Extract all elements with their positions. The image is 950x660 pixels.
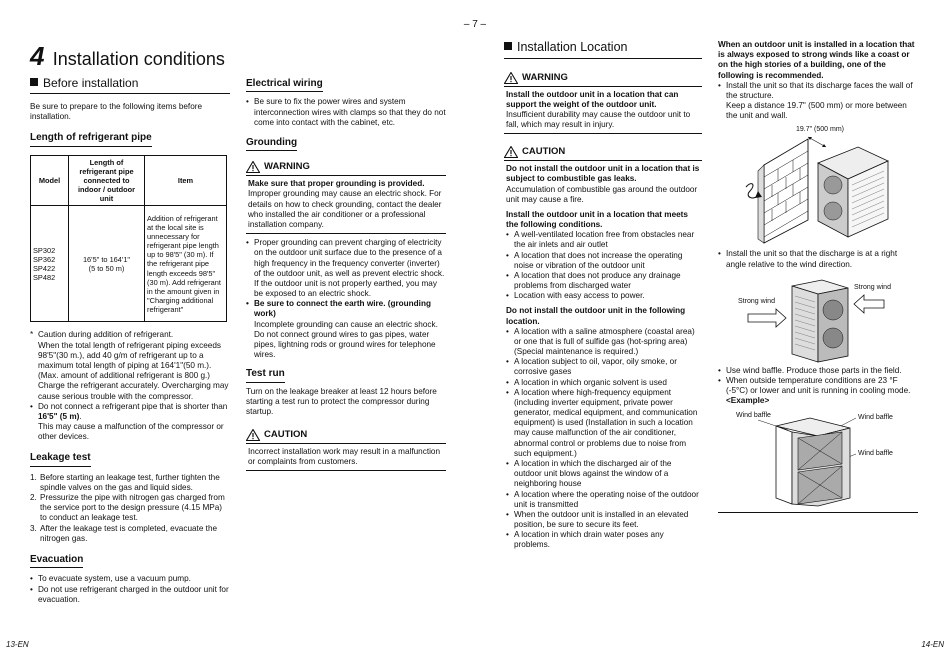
warning-bold-text: Make sure that proper grounding is provided. xyxy=(248,179,425,189)
list-item: • A location that does not produce any drainage problems from discharged water xyxy=(506,271,700,291)
footer-right: 14-EN xyxy=(921,640,944,649)
caution-header: CAUTION xyxy=(504,146,702,161)
list-item: • Proper grounding can prevent charging of electricity on the outdoor unit surface due to the presence of a high frequency in the frequency converter (inverter) of the outdoor unit, as well as prevent electric shock. If the outdoor unit is not properly earthed, you may be exposed to an electric shock. xyxy=(246,238,446,299)
caution-text: Incorrect installation work may result in a malfunction or complaints from customers. xyxy=(248,447,441,467)
strong-wind-label-left: Strong wind xyxy=(738,297,775,305)
list-item: • A location subject to oil, vapor, oily smoke, or corrosive gases xyxy=(506,357,700,377)
list-item: • A location in which organic solvent is used xyxy=(506,378,700,388)
before-installation-intro: Be sure to prepare to the following items before installation. xyxy=(30,101,203,122)
grounding-warning-box xyxy=(246,161,446,234)
caution-header: CAUTION xyxy=(246,429,446,444)
list-item: • Do not use refrigerant charged in the outdoor unit for evacuation. xyxy=(30,585,230,605)
list-item: • A location with a saline atmosphere (coastal area) or one that is full of sulfide gas (hot-spring area) (Special maintenance is required.) xyxy=(506,327,700,358)
list-item: 2. Pressurize the pipe with nitrogen gas charged from the service port to the design pressure (4.15 MPa) to conduct an leakage test. xyxy=(30,493,225,523)
location-warning-box xyxy=(504,72,702,135)
warning-text: Improper grounding may cause an electric shock. For details on how to check grounding, contact the dealer who installed the air conditioner or a professional installation company. xyxy=(248,189,442,229)
example-label: <Example> xyxy=(726,396,770,406)
caution-detail: When the total length of refrigerant piping exceeds 98'5"(30 m.), add 40 g/m of refrigerant up to a maximum total length of piping at 164'1"(50 m.). (Max. amount of additional refrigerant is 800 g.) Charge the refrigerant accurately. Overcharging may cause serious trouble with the compressor. xyxy=(38,340,229,401)
warning-triangle-icon xyxy=(246,161,260,173)
footer-left: 13-EN xyxy=(6,640,29,649)
list-item: • Use wind baffle. Produce those parts in the field. xyxy=(718,366,918,376)
length-heading: Length of refrigerant pipe xyxy=(30,132,152,146)
list-item: • Be sure to connect the earth wire. (grounding work) xyxy=(246,299,446,319)
meets-heading: Install the outdoor unit in a location that meets the following conditions. xyxy=(506,209,688,230)
distance-note: Keep a distance 19.7" (500 mm) or more between the unit and wall. xyxy=(726,101,907,121)
square-bullet-icon xyxy=(30,78,38,86)
right-angle-illustration xyxy=(718,274,918,364)
list-item: • A location in which the discharged air of the outdoor unit blows against the window of a neighboring house xyxy=(506,459,700,490)
test-run-heading: Test run xyxy=(246,368,285,382)
before-installation-heading: Before installation xyxy=(30,76,230,94)
list-item: 3. After the leakage test is completed, evacuate the nitrogen gas. xyxy=(30,523,218,543)
warning-text: Insufficient durability may cause the outdoor unit to fall, which may result in injury. xyxy=(506,109,691,130)
table-cell-models: SP302 SP362 SP422 SP482 xyxy=(31,206,69,322)
list-item: • A location where the operating noise of the outdoor unit is transmitted xyxy=(506,490,700,510)
caution-note: * Caution during addition of refrigerant. xyxy=(30,330,174,340)
list-item: • When outside temperature conditions are 23 °F (-5°C) or lower and unit is running in cooling mode. xyxy=(718,376,918,396)
table-cell-item: Addition of refrigerant at the local site is unnecessary for refrigerant pipe length up to 98'5" (30 m). If the refrigerant pipe length exceeds 98'5" (30 m). Add refrigerant in the amount given in "Charging additional refrigerant" xyxy=(145,206,227,322)
table-header: Model xyxy=(31,155,69,206)
caution-bold-text: Do not install the outdoor unit in a location that is subject to combustible gas leaks. xyxy=(506,164,700,184)
list-item: • To evacuate system, use a vacuum pump. xyxy=(30,574,230,584)
wall-discharge-figure xyxy=(718,125,918,245)
chapter-title: Installation conditions xyxy=(52,49,225,69)
evacuation-heading: Evacuation xyxy=(30,554,83,568)
warning-triangle-icon xyxy=(504,72,518,84)
table-cell-length: 16'5" to 164'1" (5 to 50 m) xyxy=(69,206,145,322)
list-item: • Install the unit so that its discharge faces the wall of the structure. xyxy=(718,81,918,101)
grounding-heading: Grounding xyxy=(246,137,297,151)
warning-triangle-icon xyxy=(504,146,518,158)
square-bullet-icon xyxy=(504,42,512,50)
location-caution-box xyxy=(504,146,702,553)
list-item: • A location in which drain water poses any problems. xyxy=(506,530,700,550)
wind-baffle-figure xyxy=(718,408,918,508)
leakage-test-heading: Leakage test xyxy=(30,452,91,466)
refrigerant-pipe-table xyxy=(30,155,227,323)
installation-location-heading: Installation Location xyxy=(504,40,702,59)
wall-discharge-illustration xyxy=(718,125,918,245)
warning-header: WARNING xyxy=(504,72,702,87)
electrical-wiring-heading: Electrical wiring xyxy=(246,78,323,92)
caution-text: Accumulation of combustible gas around the outdoor unit may cause a fire. xyxy=(506,184,698,204)
list-item: • A location where high-frequency equipment (including inverter equipment, private power generator, medical equipment, and communication equipment) is used (Installation in such a location may cause malfunction of the air conditioner, abnormal control or problems due to noise from such equipment.) xyxy=(506,388,700,459)
wind-baffle-label: Wind baffle xyxy=(858,414,893,422)
strong-wind-label-right: Strong wind xyxy=(854,283,891,291)
wind-baffle-label: Wind baffle xyxy=(858,450,893,458)
warning-header: WARNING xyxy=(246,161,446,176)
right-angle-figure xyxy=(718,274,918,364)
list-item: • A well-ventilated location free from obstacles near the air inlets and air outlet xyxy=(506,230,700,250)
strong-winds-heading: When an outdoor unit is installed in a location that is always exposed to strong winds like a coast or on the high stories of a building, one of the following is recommended. xyxy=(718,40,915,80)
wind-baffle-illustration xyxy=(718,408,918,508)
list-item: 1. Before starting an leakage test, further tighten the spindle valves on the gas and liquid sides. xyxy=(30,472,220,492)
short-pipe-note: • Do not connect a refrigerant pipe that is shorter than 16'5" (5 m). xyxy=(30,402,230,422)
short-pipe-detail: This may cause a malfunction of the compressor or other devices. xyxy=(38,422,224,442)
leakage-test-steps xyxy=(30,473,230,544)
chapter-number: 4 xyxy=(30,41,45,71)
list-item: • Be sure to fix the power wires and system interconnection wires with clamps so that they do not come into contact with the cabinet, etc. xyxy=(246,97,446,128)
warning-triangle-icon xyxy=(246,429,260,441)
test-run-caution-box xyxy=(246,429,446,471)
earth-wire-detail: Incomplete grounding can cause an electric shock. Do not connect ground wires to gas pipes, water pipes, lightning rods or ground wires for telephone wires. xyxy=(254,319,438,360)
list-item: • A location that does not increase the operating noise or vibration of the outdoor unit xyxy=(506,251,700,271)
list-item: • Install the unit so that the discharge is at a right angle relative to the wind direction. xyxy=(718,249,918,269)
table-header: Length of refrigerant pipe connected to indoor / outdoor unit xyxy=(69,155,145,206)
wind-baffle-label: Wind baffle xyxy=(736,412,771,420)
test-run-text: Turn on the leakage breaker at least 12 hours before starting a test run to protect the compressor during startup. xyxy=(246,386,437,416)
page-number: – 7 – xyxy=(463,19,487,30)
list-item: • Location with easy access to power. xyxy=(506,291,700,301)
column-rule xyxy=(718,512,918,513)
list-item: • When the outdoor unit is installed in an elevated position, be sure to secure its feet. xyxy=(506,510,700,530)
warning-bold-text: Install the outdoor unit in a location that can support the weight of the outdoor unit. xyxy=(506,89,679,109)
avoid-heading: Do not install the outdoor unit in the following location. xyxy=(506,306,686,326)
distance-label: 19.7" (500 mm) xyxy=(796,126,845,134)
table-header: Item xyxy=(145,155,227,206)
